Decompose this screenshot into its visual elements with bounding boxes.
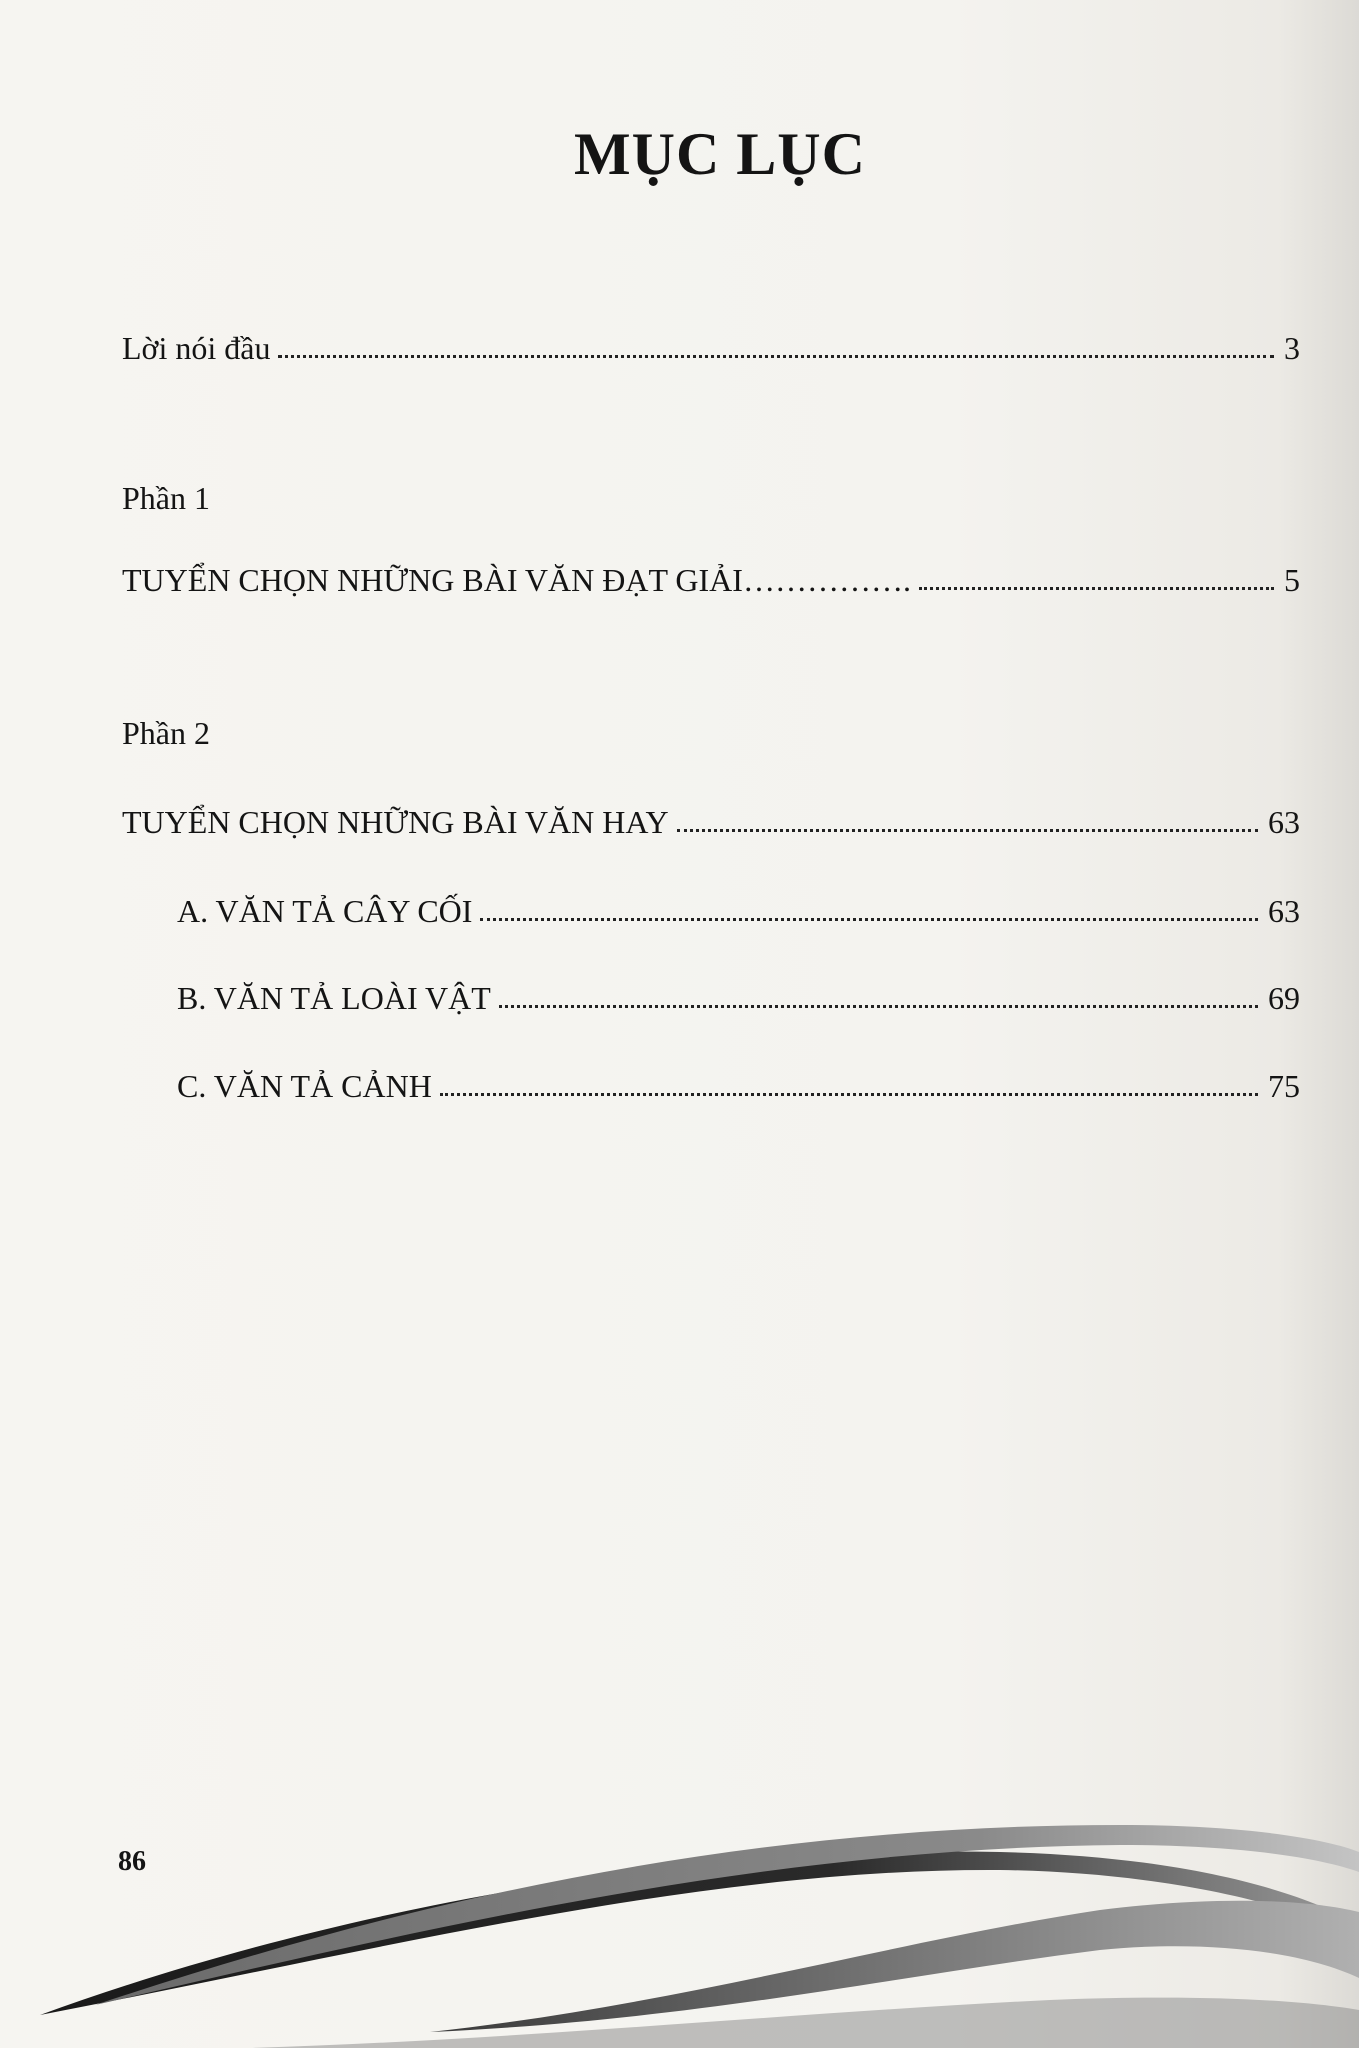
toc-entry-page: 63 <box>1268 804 1300 840</box>
toc-leader-dots <box>440 1093 1258 1096</box>
toc-entry-label: A. VĂN TẢ CÂY CỐI <box>177 893 473 929</box>
page-title: MỤC LỤC <box>574 121 866 187</box>
toc-subentry <box>177 980 1300 1017</box>
toc-entry-page: 75 <box>1268 1068 1300 1104</box>
toc-leader-dots <box>480 918 1258 921</box>
toc-leader-dots <box>919 587 1274 590</box>
toc-entry-label: B. VĂN TẢ LOÀI VẬT <box>177 980 491 1016</box>
toc-entry-page: 63 <box>1268 893 1300 929</box>
toc-entry-label: TUYỂN CHỌN NHỮNG BÀI VĂN ĐẠT GIẢI……………. <box>122 562 911 598</box>
toc-entry-label: Lời nói đầu <box>122 330 271 366</box>
toc-entry-page: 5 <box>1284 562 1300 598</box>
toc-entry-label: C. VĂN TẢ CẢNH <box>177 1068 432 1104</box>
toc-leader-dots <box>499 1005 1258 1008</box>
toc-leader-dots <box>278 355 1274 358</box>
part-2-heading: Phần 2 <box>122 715 210 751</box>
toc-entry-part-1 <box>122 562 1300 599</box>
decorative-wave-graphic <box>0 1800 1359 2048</box>
toc-subentry <box>177 893 1300 930</box>
toc-entry-page: 3 <box>1284 330 1300 366</box>
part-1-heading: Phần 1 <box>122 480 210 516</box>
toc-entry-preface <box>122 330 1300 367</box>
toc-leader-dots <box>677 829 1258 832</box>
toc-subentry <box>177 1068 1300 1105</box>
toc-entry-label: TUYỂN CHỌN NHỮNG BÀI VĂN HAY <box>122 804 669 840</box>
toc-entry-page: 69 <box>1268 980 1300 1016</box>
toc-entry-part-2 <box>122 804 1300 841</box>
page-number: 86 <box>118 1846 146 1877</box>
